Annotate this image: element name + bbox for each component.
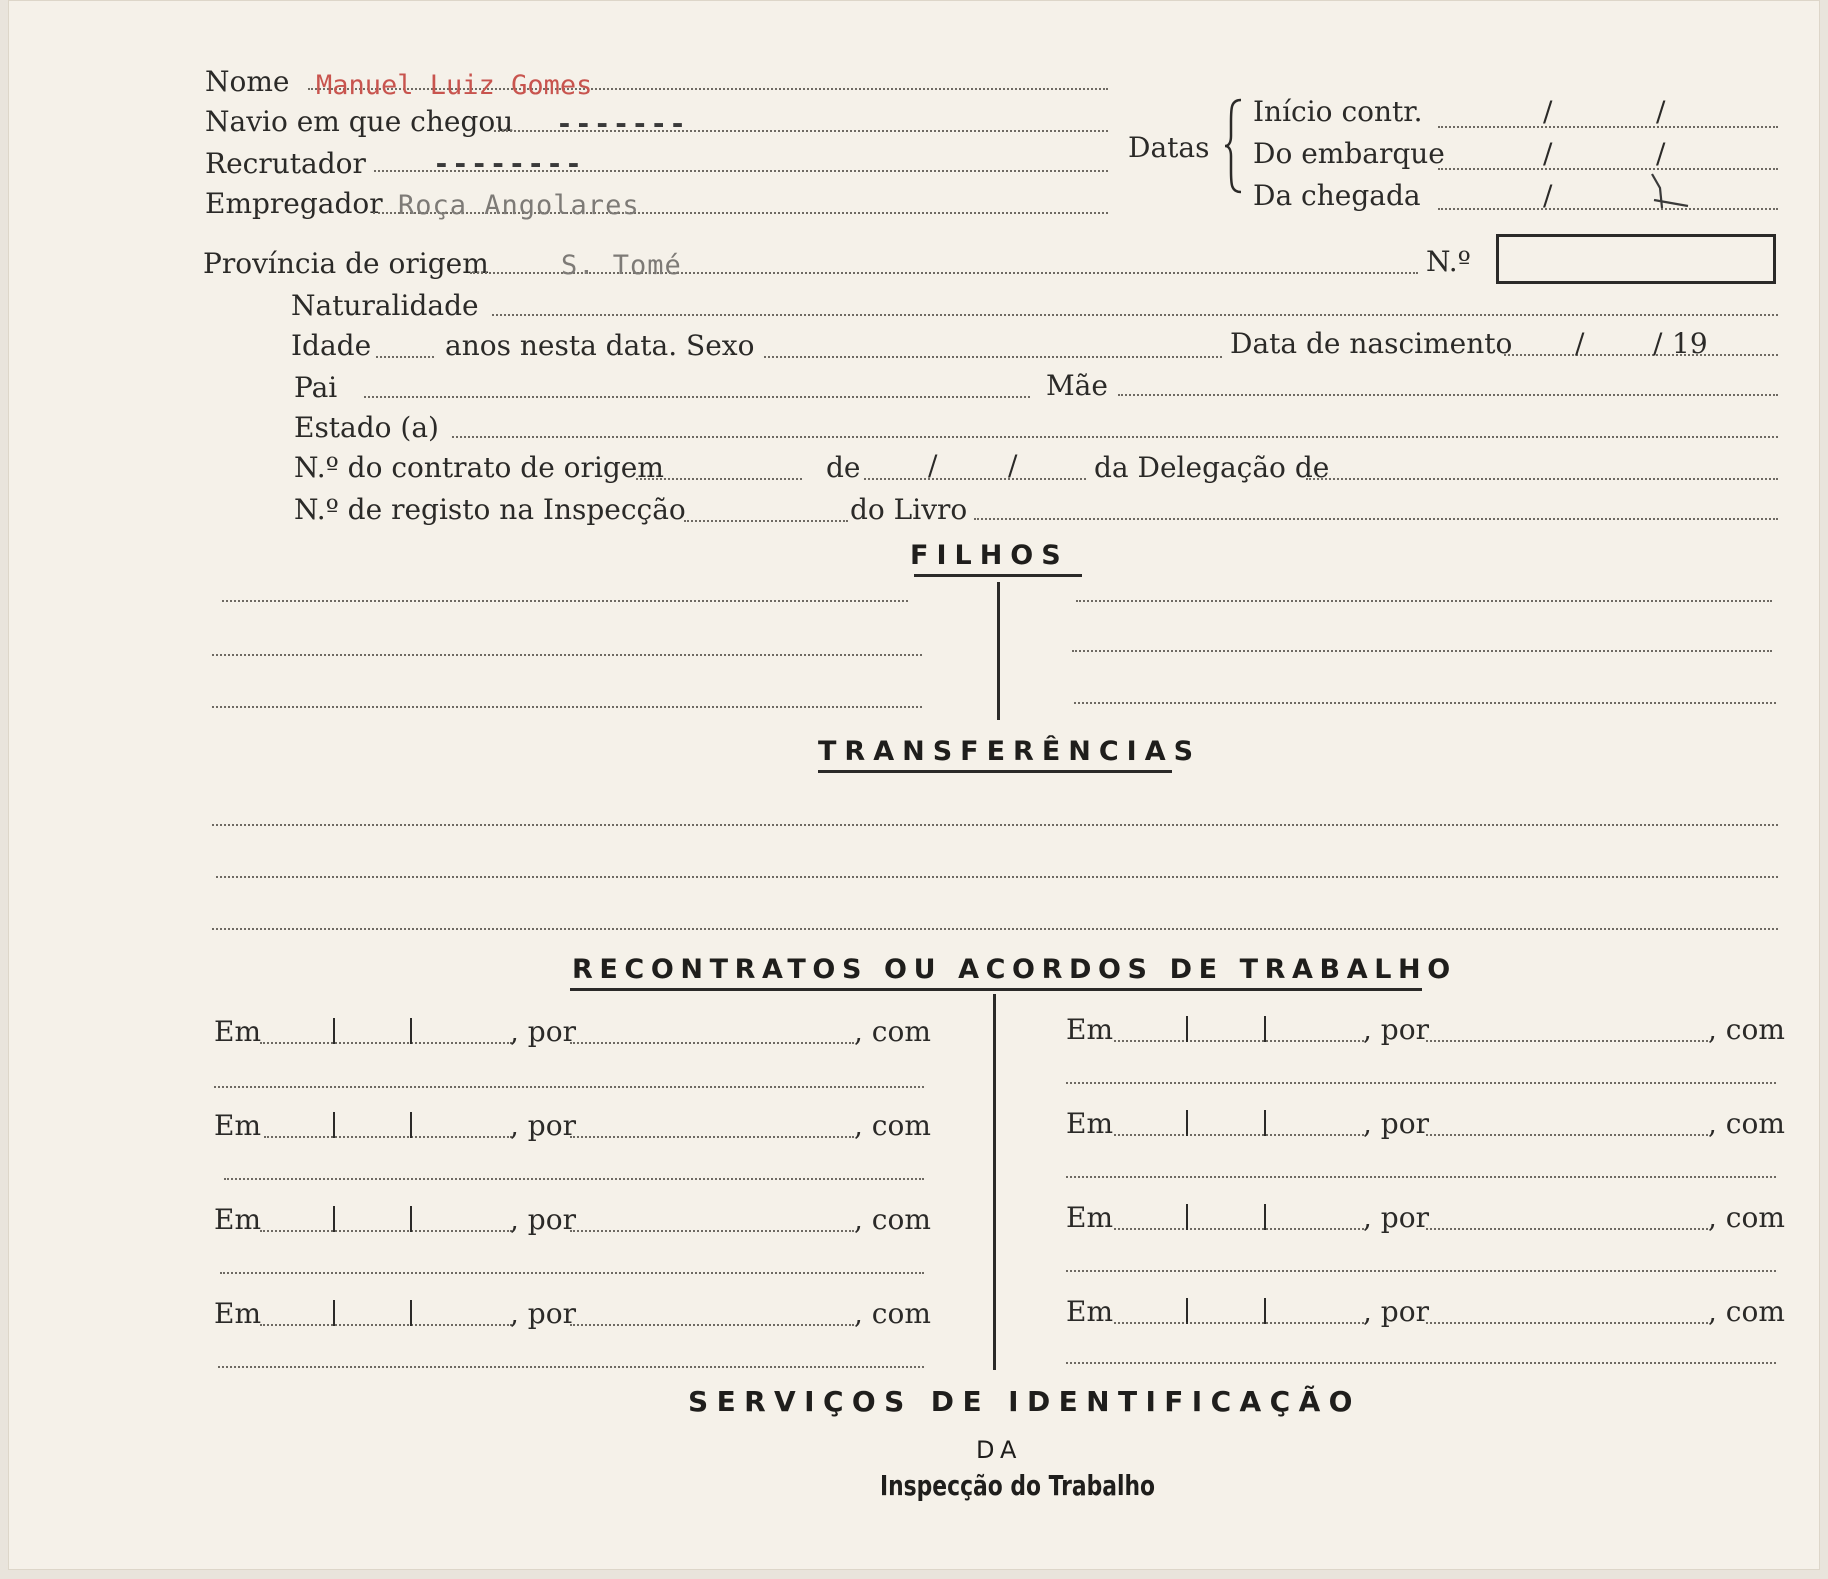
com-label: , com	[1708, 1013, 1785, 1046]
filhos-line-left-3	[212, 706, 922, 708]
registo-line	[684, 520, 848, 522]
por-line	[1426, 1134, 1708, 1136]
date-bar	[333, 1112, 335, 1138]
por-line	[570, 1136, 854, 1138]
filhos-line-right-3	[1074, 702, 1776, 704]
em-label: Em	[214, 1203, 261, 1236]
nascimento-line	[1504, 354, 1778, 356]
transferencias-line-1	[212, 824, 1778, 826]
chegada-label: Da chegada	[1253, 179, 1421, 212]
inicio-slash-2: /	[1656, 95, 1666, 128]
transferencias-line-2	[216, 876, 1778, 878]
empregador-value: Roça Angolares	[398, 190, 640, 221]
contrato-slash-1: /	[928, 449, 938, 482]
nascimento-slash-2: /	[1653, 327, 1663, 360]
com-label: , com	[854, 1015, 931, 1048]
idade-label: Idade	[291, 329, 372, 362]
recrutador-value: --------	[433, 147, 584, 180]
em-date-line	[264, 1136, 512, 1138]
date-bar	[333, 1206, 335, 1232]
embarque-line	[1438, 168, 1778, 170]
nome-label: Nome	[205, 65, 290, 98]
mae-line	[1118, 394, 1778, 396]
livro-label: do Livro	[850, 493, 968, 526]
transferencias-heading: TRANSFERÊNCIAS	[818, 736, 1202, 767]
estado-label: Estado (a)	[294, 411, 439, 444]
em-date-line	[1114, 1040, 1364, 1042]
por-line	[1426, 1322, 1708, 1324]
por-label: , por	[1363, 1201, 1429, 1234]
chegada-line	[1438, 208, 1778, 210]
chegada-slash-1: /	[1543, 179, 1553, 212]
nome-value: Manuel Luiz Gomes	[316, 70, 593, 101]
filhos-heading: FILHOS	[910, 540, 1069, 571]
delegacao-line	[1306, 478, 1778, 480]
por-line	[1426, 1228, 1708, 1230]
com-line	[1066, 1082, 1776, 1084]
inicio-label: Início contr.	[1253, 95, 1423, 128]
por-label: , por	[510, 1109, 576, 1142]
recrutador-label: Recrutador	[205, 147, 366, 180]
date-bar	[410, 1300, 412, 1326]
em-label: Em	[214, 1297, 261, 1330]
navio-value: -------	[556, 107, 689, 140]
em-date-line	[1114, 1134, 1364, 1136]
por-line	[570, 1042, 854, 1044]
transferencias-line-3	[212, 928, 1778, 930]
empregador-label: Empregador	[205, 187, 383, 220]
footer-title: SERVIÇOS DE IDENTIFICAÇÃO	[688, 1385, 1361, 1418]
com-line	[214, 1086, 924, 1088]
filhos-line-left-2	[212, 654, 922, 656]
por-label: , por	[1363, 1107, 1429, 1140]
estado-line	[452, 436, 1778, 438]
delegacao-label: da Delegação de	[1094, 451, 1330, 484]
date-bar	[410, 1018, 412, 1044]
filhos-line-left-1	[222, 600, 908, 602]
contrato-date-line	[864, 478, 1086, 480]
inicio-line	[1438, 126, 1778, 128]
em-label: Em	[1066, 1107, 1113, 1140]
com-label: , com	[854, 1297, 931, 1330]
date-bar	[410, 1206, 412, 1232]
com-line	[224, 1178, 924, 1180]
mae-label: Mãe	[1046, 369, 1108, 402]
embarque-slash-1: /	[1543, 137, 1553, 170]
date-bar	[410, 1112, 412, 1138]
em-label: Em	[1066, 1201, 1113, 1234]
date-bar	[1186, 1298, 1188, 1324]
filhos-line-right-2	[1072, 650, 1772, 652]
recontratos-heading: RECONTRATOS OU ACORDOS DE TRABALHO	[572, 954, 1457, 985]
em-date-line	[1114, 1322, 1364, 1324]
date-bar	[1186, 1110, 1188, 1136]
com-label: , com	[854, 1109, 931, 1142]
por-line	[570, 1324, 854, 1326]
naturalidade-line	[492, 314, 1778, 316]
contrato-de-label: de	[826, 451, 861, 484]
por-label: , por	[1363, 1295, 1429, 1328]
navio-label: Navio em que chegou	[205, 105, 514, 138]
pai-line	[364, 396, 1030, 398]
com-label: , com	[1708, 1107, 1785, 1140]
com-line	[1066, 1362, 1776, 1364]
filhos-line-right-1	[1076, 600, 1772, 602]
pai-label: Pai	[294, 371, 338, 404]
date-bar	[1186, 1204, 1188, 1230]
provincia-label: Província de origem	[203, 247, 489, 280]
livro-line	[974, 518, 1778, 520]
recontratos-underline	[570, 988, 1422, 991]
contrato-slash-2: /	[1008, 449, 1018, 482]
naturalidade-label: Naturalidade	[291, 289, 479, 322]
por-label: , por	[1363, 1013, 1429, 1046]
chegada-pencil-mark	[1648, 172, 1692, 212]
footer-subtitle: Inspecção do Trabalho	[880, 1469, 1156, 1502]
em-label: Em	[214, 1109, 261, 1142]
date-bar	[333, 1300, 335, 1326]
por-line	[570, 1230, 854, 1232]
em-date-line	[1114, 1228, 1364, 1230]
date-bar	[1186, 1016, 1188, 1042]
por-label: , por	[510, 1203, 576, 1236]
embarque-label: Do embarque	[1253, 137, 1445, 170]
registo-label: N.º de registo na Inspecção	[294, 493, 686, 526]
em-label: Em	[1066, 1295, 1113, 1328]
anos-sexo-label: anos nesta data. Sexo	[445, 329, 755, 362]
nascimento-year: 19	[1672, 327, 1708, 360]
contrato-line	[636, 478, 802, 480]
com-label: , com	[1708, 1201, 1785, 1234]
em-label: Em	[214, 1015, 261, 1048]
inicio-slash-1: /	[1543, 95, 1553, 128]
provincia-value: S. Tomé	[561, 250, 682, 281]
date-bar	[1264, 1110, 1266, 1136]
datas-brace	[1223, 98, 1245, 194]
nascimento-label: Data de nascimento	[1230, 327, 1513, 360]
em-date-line	[260, 1042, 512, 1044]
datas-label: Datas	[1128, 131, 1210, 164]
date-bar	[1264, 1204, 1266, 1230]
em-label: Em	[1066, 1013, 1113, 1046]
nascimento-slash-1: /	[1575, 327, 1585, 360]
por-label: , por	[510, 1015, 576, 1048]
por-line	[1426, 1040, 1708, 1042]
com-line	[1066, 1270, 1776, 1272]
embarque-slash-2: /	[1656, 137, 1666, 170]
com-line	[218, 1366, 924, 1368]
date-bar	[1264, 1016, 1266, 1042]
transferencias-underline	[818, 770, 1172, 773]
date-bar	[1264, 1298, 1266, 1324]
em-date-line	[260, 1230, 512, 1232]
com-label: , com	[1708, 1295, 1785, 1328]
filhos-underline	[914, 574, 1082, 577]
por-label: , por	[510, 1297, 576, 1330]
numero-label: N.º	[1426, 245, 1471, 278]
contrato-label: N.º do contrato de origem	[294, 451, 664, 484]
footer-da: DA	[976, 1436, 1023, 1464]
sexo-line	[764, 356, 1222, 358]
filhos-divider	[997, 582, 1000, 720]
com-label: , com	[854, 1203, 931, 1236]
date-bar	[333, 1018, 335, 1044]
numero-box[interactable]	[1496, 234, 1776, 284]
com-line	[1066, 1176, 1776, 1178]
recontratos-divider	[993, 994, 996, 1370]
com-line	[220, 1272, 924, 1274]
idade-line	[376, 356, 434, 358]
em-date-line	[260, 1324, 512, 1326]
identification-card	[8, 0, 1820, 1570]
